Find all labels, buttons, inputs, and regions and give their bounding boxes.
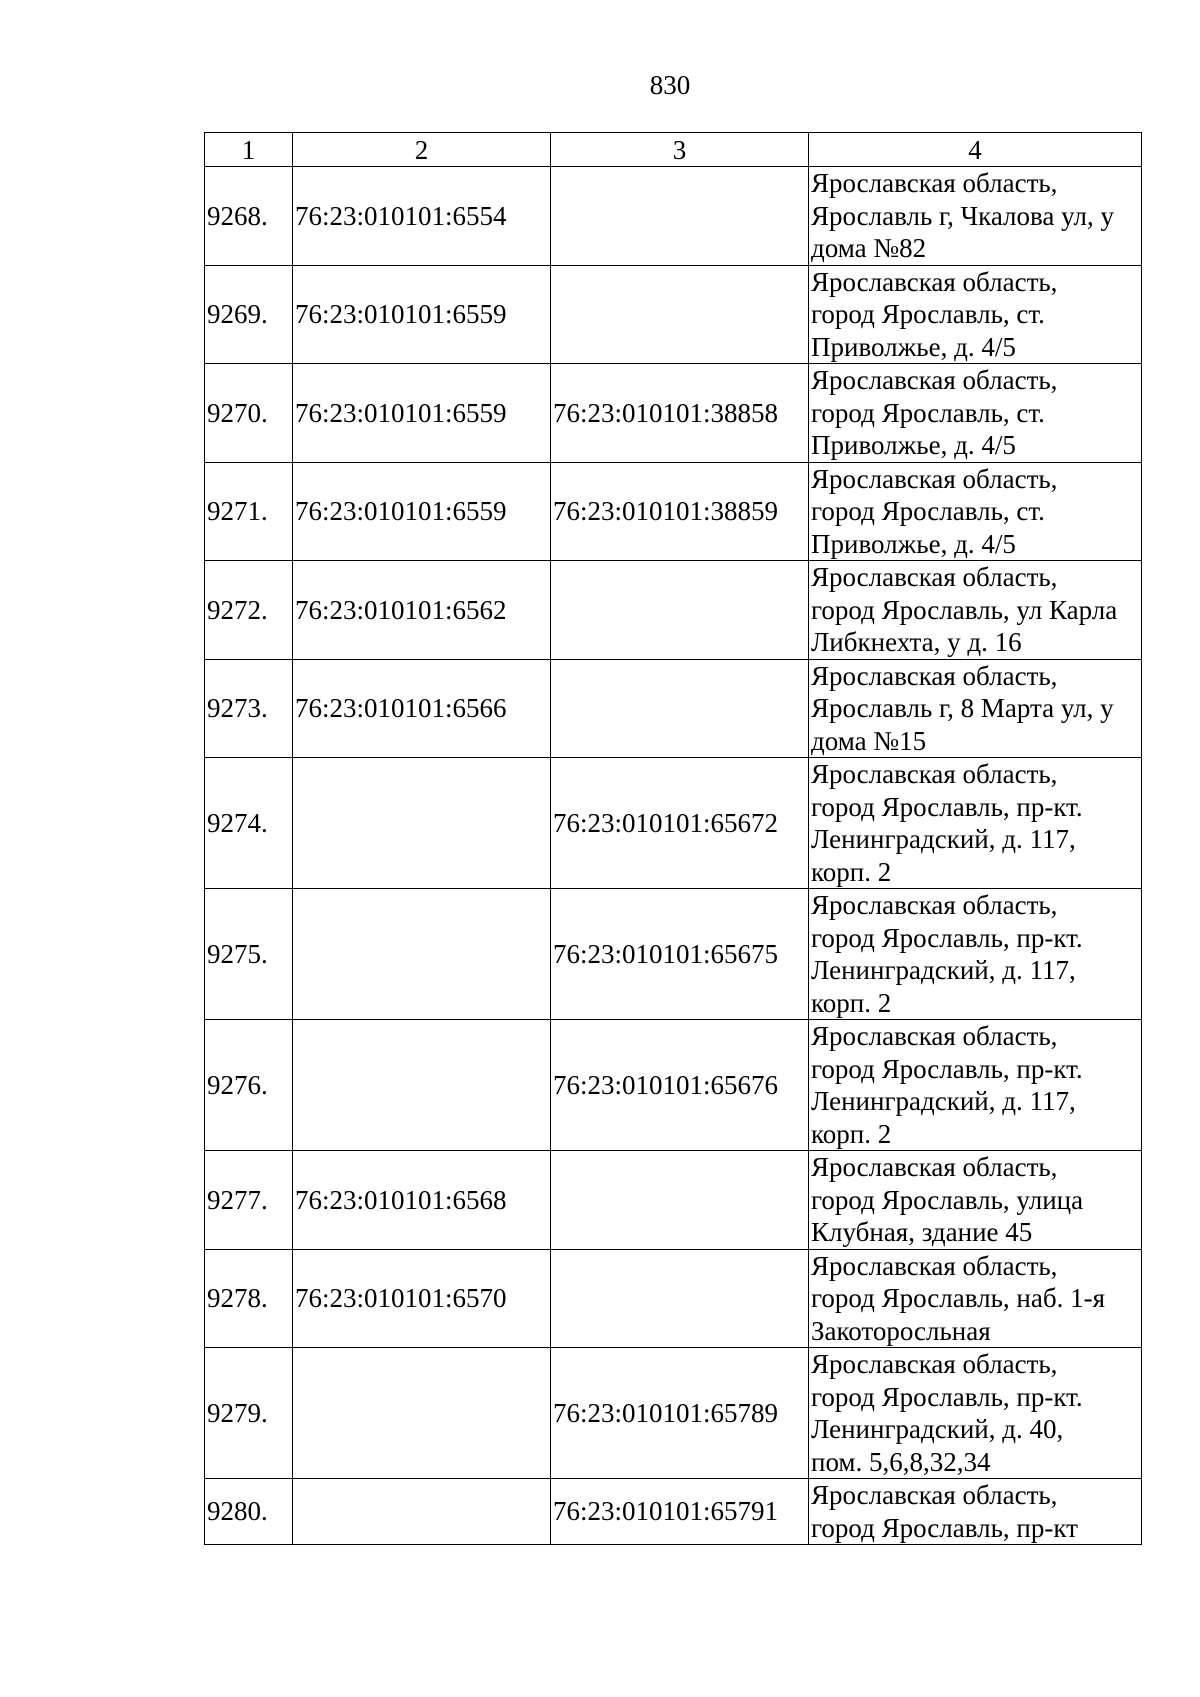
- address-line: город Ярославль, пр-кт.: [811, 791, 1083, 822]
- cadastral-number: 76:23:010101:6559: [293, 364, 551, 463]
- table-row: [205, 1479, 1142, 1545]
- address-line: город Ярославль, пр-кт.: [811, 1053, 1083, 1084]
- cadastral-number: [293, 1348, 551, 1479]
- address-line: Ленинградский, д. 117,: [811, 1086, 1076, 1116]
- table-row: [205, 167, 1142, 266]
- address-cell: [809, 1151, 1142, 1250]
- registry-table: [204, 132, 1142, 1545]
- cadastral-number: 76:23:010101:6566: [293, 659, 551, 758]
- address-line: Приволжье, д. 4/5: [811, 430, 1016, 460]
- cadastral-number: 76:23:010101:6570: [293, 1249, 551, 1348]
- cadastral-number: 76:23:010101:6568: [293, 1151, 551, 1250]
- address-line: дома №82: [811, 233, 927, 263]
- row-number: 9270.: [205, 364, 293, 463]
- address-line: город Ярославль, ст.: [811, 397, 1045, 428]
- row-number: 9279.: [205, 1348, 293, 1479]
- address-line: Ярославль г, 8 Марта ул, у: [811, 693, 1114, 723]
- address-cell: [809, 659, 1142, 758]
- address-line: корп. 2: [811, 987, 892, 1018]
- object-cadastral-number: [551, 265, 809, 364]
- cadastral-number: 76:23:010101:6559: [293, 462, 551, 561]
- address-line: Ярославская область,: [811, 759, 1058, 789]
- address-cell: [809, 1348, 1142, 1479]
- address-line: Ярославская область,: [811, 1480, 1058, 1510]
- cadastral-number: [293, 889, 551, 1020]
- address-line: корп. 2: [811, 1118, 892, 1149]
- row-number: 9280.: [205, 1479, 293, 1545]
- address-line: Ярославская область,: [811, 890, 1058, 920]
- cadastral-number: [293, 1020, 551, 1151]
- row-number: 9268.: [205, 167, 293, 266]
- cadastral-number: [293, 1479, 551, 1545]
- object-cadastral-number: 76:23:010101:65791: [551, 1479, 809, 1545]
- object-cadastral-number: [551, 1249, 809, 1348]
- address-cell: [809, 889, 1142, 1020]
- address-cell: [809, 1249, 1142, 1348]
- table-row: [205, 758, 1142, 889]
- address-line: Ярославская область,: [811, 562, 1058, 592]
- address-line: Ленинградский, д. 117,: [811, 955, 1076, 985]
- address-cell: [809, 364, 1142, 463]
- address-line: город Ярославль, улица: [811, 1184, 1084, 1215]
- address-line: Ярославская область,: [811, 365, 1058, 395]
- table-row: [205, 659, 1142, 758]
- address-line: город Ярославль, ст.: [811, 496, 1045, 526]
- row-number: 9277.: [205, 1151, 293, 1250]
- row-number: 9269.: [205, 265, 293, 364]
- address-cell: [809, 462, 1142, 561]
- object-cadastral-number: 76:23:010101:65675: [551, 889, 809, 1020]
- cadastral-number: [293, 758, 551, 889]
- address-line: город Ярославль, ул Карла: [811, 594, 1118, 625]
- address-line: Закоторосльная: [811, 1315, 991, 1346]
- object-cadastral-number: 76:23:010101:65789: [551, 1348, 809, 1479]
- row-number: 9273.: [205, 659, 293, 758]
- row-number: 9278.: [205, 1249, 293, 1348]
- table-row: [205, 1348, 1142, 1479]
- header-col-2: 2: [293, 133, 551, 167]
- address-line: дома №15: [811, 725, 927, 756]
- address-line: Ярославская область,: [811, 266, 1058, 297]
- table-header: [205, 133, 1142, 167]
- table-row: [205, 364, 1142, 463]
- address-cell: [809, 1479, 1142, 1545]
- address-cell: [809, 265, 1142, 364]
- object-cadastral-number: 76:23:010101:65676: [551, 1020, 809, 1151]
- table-row: [205, 889, 1142, 1020]
- address-line: пом. 5,6,8,32,34: [811, 1446, 991, 1477]
- address-cell: [809, 758, 1142, 889]
- object-cadastral-number: [551, 561, 809, 660]
- cadastral-number: 76:23:010101:6554: [293, 167, 551, 266]
- address-line: Ярославская область,: [811, 168, 1058, 198]
- address-line: Ярославская область,: [811, 1349, 1058, 1379]
- address-line: Ярославская область,: [811, 1152, 1058, 1182]
- object-cadastral-number: 76:23:010101:65672: [551, 758, 809, 889]
- row-number: 9276.: [205, 1020, 293, 1151]
- address-cell: [809, 167, 1142, 266]
- address-line: город Ярославль, пр-кт: [811, 1512, 1078, 1543]
- address-line: Ярославская область,: [811, 1250, 1058, 1281]
- address-cell: [809, 1020, 1142, 1151]
- address-line: город Ярославль, ст.: [811, 299, 1045, 329]
- object-cadastral-number: [551, 1151, 809, 1250]
- object-cadastral-number: [551, 659, 809, 758]
- address-line: город Ярославль, пр-кт.: [811, 1381, 1083, 1412]
- address-line: Либкнехта, у д. 16: [811, 627, 1022, 657]
- table-row: [205, 1020, 1142, 1151]
- row-number: 9274.: [205, 758, 293, 889]
- row-number: 9272.: [205, 561, 293, 660]
- row-number: 9275.: [205, 889, 293, 1020]
- address-cell: [809, 561, 1142, 660]
- header-col-4: 4: [809, 133, 1142, 167]
- address-line: Клубная, здание 45: [811, 1217, 1033, 1247]
- address-line: Ярославская область,: [811, 1021, 1058, 1051]
- address-line: корп. 2: [811, 856, 892, 887]
- object-cadastral-number: 76:23:010101:38859: [551, 462, 809, 561]
- header-row: [205, 133, 1142, 167]
- table-row: [205, 1151, 1142, 1250]
- address-line: Ленинградский, д. 40,: [811, 1414, 1064, 1444]
- row-number: 9271.: [205, 462, 293, 561]
- header-col-1: 1: [205, 133, 293, 167]
- object-cadastral-number: [551, 167, 809, 266]
- cadastral-number: 76:23:010101:6562: [293, 561, 551, 660]
- address-line: Приволжье, д. 4/5: [811, 528, 1016, 559]
- address-line: город Ярославль, наб. 1-я: [811, 1283, 1105, 1313]
- object-cadastral-number: 76:23:010101:38858: [551, 364, 809, 463]
- table-row: [205, 561, 1142, 660]
- table-row: [205, 265, 1142, 364]
- page-number: 830: [649, 70, 691, 100]
- header-col-3: 3: [551, 133, 809, 167]
- address-line: Ярославль г, Чкалова ул, у: [811, 200, 1114, 231]
- table-body: [205, 167, 1142, 1545]
- address-line: город Ярославль, пр-кт.: [811, 922, 1083, 953]
- table-row: [205, 462, 1142, 561]
- cadastral-number: 76:23:010101:6559: [293, 265, 551, 364]
- address-line: Ярославская область,: [811, 660, 1058, 691]
- address-line: Ленинградский, д. 117,: [811, 824, 1076, 854]
- address-line: Ярославская область,: [811, 463, 1058, 494]
- table-row: [205, 1249, 1142, 1348]
- address-line: Приволжье, д. 4/5: [811, 331, 1016, 362]
